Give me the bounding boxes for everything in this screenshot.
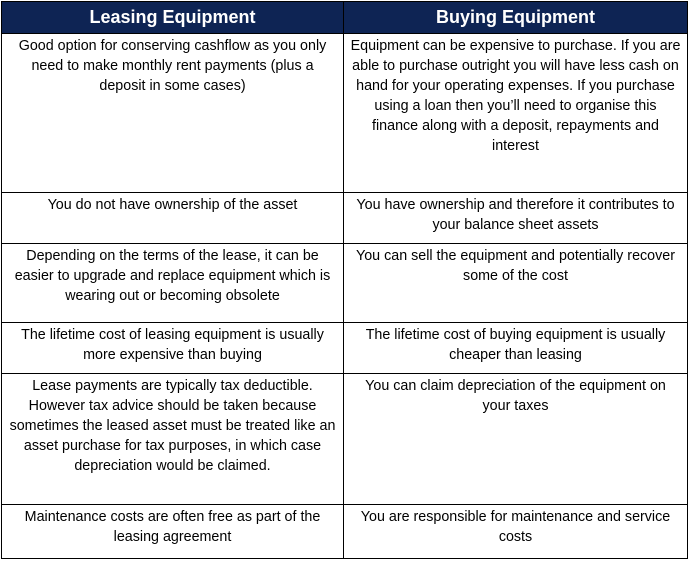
buying-cell: The lifetime cost of buying equipment is usually cheaper than leasing (344, 323, 688, 374)
leasing-cell: Depending on the terms of the lease, it can be easier to upgrade and replace equipment which is wearing out or becoming obsolete (2, 244, 344, 323)
leasing-cell: You do not have ownership of the asset (2, 193, 344, 244)
buying-cell: You have ownership and therefore it contributes to your balance sheet assets (344, 193, 688, 244)
buying-cell: Equipment can be expensive to purchase. If you are able to purchase outright you will have less cash on hand for your operating expenses. If you purchase using a loan then you’ll need to organise this finance along with a deposit, repayments and interest (344, 34, 688, 193)
leasing-vs-buying-table (1, 1, 688, 559)
leasing-cell: Good option for conserving cashflow as you only need to make monthly rent payments (plus a deposit in some cases) (2, 34, 344, 193)
table-row (2, 244, 688, 323)
table-row (2, 193, 688, 244)
buying-cell: You can sell the equipment and potentially recover some of the cost (344, 244, 688, 323)
leasing-cell: Maintenance costs are often free as part of the leasing agreement (2, 505, 344, 559)
buying-cell: You can claim depreciation of the equipment on your taxes (344, 374, 688, 505)
header-buying-equipment: Buying Equipment (344, 2, 688, 34)
table-header-row (2, 2, 688, 34)
leasing-cell: The lifetime cost of leasing equipment is usually more expensive than buying (2, 323, 344, 374)
buying-cell: You are responsible for maintenance and service costs (344, 505, 688, 559)
table-row (2, 34, 688, 193)
table-row (2, 374, 688, 505)
leasing-cell: Lease payments are typically tax deductible. However tax advice should be taken because sometimes the leased asset must be treated like an asset purchase for tax purposes, in which case depreciation would be claimed. (2, 374, 344, 505)
table-row (2, 323, 688, 374)
header-leasing-equipment: Leasing Equipment (2, 2, 344, 34)
table-row (2, 505, 688, 559)
